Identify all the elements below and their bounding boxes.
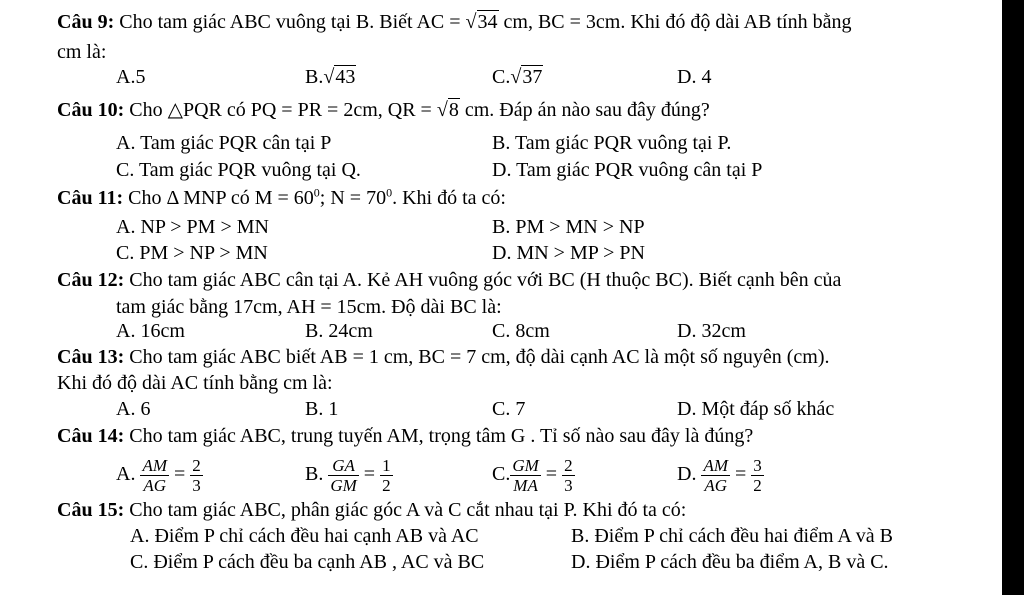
q10-text-b: cm. Đáp án nào sau đây đúng? (464, 99, 710, 121)
q12-label: Câu 12: (57, 269, 125, 291)
q10-line-1 (0, 95, 1002, 125)
q10-option-a: A. Tam giác PQR cân tại P (116, 132, 332, 154)
q13-option-a: A. 6 (116, 398, 151, 420)
q11-option-d: D. MN > MP > PN (492, 242, 645, 264)
q10-text-a: Cho △PQR có PQ = PR = 2cm, QR = (129, 99, 432, 121)
q10-options-row-1 (0, 128, 1002, 158)
q11-angle-m: $M = 60^0$ (254, 185, 320, 209)
q10-option-b: B. Tam giác PQR vuông tại P. (492, 132, 732, 154)
q12-option-a: A. 16cm (116, 320, 185, 342)
q14-option-d: D. $\frac{AM}{AG}$ = $\frac{3}{2}$ (677, 455, 762, 495)
q10-option-d: D. Tam giác PQR vuông cân tại P (492, 159, 763, 181)
q13-text-a: Cho tam giác ABC biết AB = 1 cm, BC = 7 cm, độ dài cạnh AC là một số nguyên (cm). (129, 346, 830, 368)
q15-option-d: D. Điểm P cách đều ba điểm A, B và C. (571, 551, 889, 573)
q12-option-c: C. 8cm (492, 320, 550, 342)
q11-separator: ; (319, 187, 326, 209)
q12-option-d: D. 32cm (677, 320, 746, 342)
q14-option-b: B. $\frac{GA}{GM}$ = $\frac{1}{2}$ (305, 455, 391, 495)
q14-options (0, 451, 1002, 497)
q9-option-a: A.5 (116, 66, 146, 88)
q15-options-row-2 (0, 547, 1002, 577)
q9-text-a: Cho tam giác ABC vuông tại B. Biết (119, 11, 413, 33)
q9-math-ac: AC = (416, 11, 461, 33)
q11-label: Câu 11: (57, 187, 124, 209)
q15-text-a: Cho tam giác ABC, phân giác góc A và C cắt nhau tại P. Khi đó ta có: (129, 499, 687, 521)
q15-option-a: A. Điểm P chỉ cách đều hai cạnh AB và AC (130, 525, 479, 547)
q13-option-c: C. 7 (492, 398, 526, 420)
q12-line-1 (0, 265, 1002, 295)
q11-option-c: C. PM > NP > MN (116, 242, 268, 264)
q9-option-c: C.√37 (492, 66, 543, 88)
q11-text-a: Cho Δ MNP có (128, 187, 250, 209)
q10-option-c: C. Tam giác PQR vuông tại Q. (116, 159, 361, 181)
q14-text-a: Cho tam giác ABC, trung tuyến AM, trọng tâm G . Tỉ số nào sau đây là đúng? (129, 425, 754, 447)
q11-text-b: . Khi đó ta có: (392, 187, 506, 209)
q13-options (0, 394, 1002, 424)
q10-sqrt-8: √8 (436, 99, 459, 121)
q9-option-b: B.√43 (305, 66, 356, 88)
q12-text-b: tam giác bằng 17cm, AH = 15cm. Độ dài BC là: (116, 296, 502, 318)
q9-options (0, 62, 1002, 92)
q14-option-a: A. $\frac{AM}{AG}$ = $\frac{2}{3}$ (116, 455, 201, 495)
q11-option-b: B. PM > MN > NP (492, 216, 645, 238)
q13-label: Câu 13: (57, 346, 125, 368)
q11-angle-n: $N = 70^0$ (330, 185, 393, 209)
q15-option-c: C. Điểm P cách đều ba cạnh AB , AC và BC (130, 551, 485, 573)
q10-label: Câu 10: (57, 99, 125, 121)
q11-line-1 (0, 183, 1002, 213)
q14-label: Câu 14: (57, 425, 125, 447)
q14-option-c: C. $\frac{GM}{MA}$ = $\frac{2}{3}$ (492, 455, 573, 495)
q9-line-1 (0, 7, 1002, 37)
q13-option-b: B. 1 (305, 398, 339, 420)
q12-option-b: B. 24cm (305, 320, 373, 342)
q10-options-row-2 (0, 155, 1002, 185)
q12-text-a: Cho tam giác ABC cân tại A. Kẻ AH vuông góc với BC (H thuộc BC). Biết cạnh bên của (129, 269, 842, 291)
q9-label: Câu 9: (57, 11, 115, 33)
q11-options-row-2 (0, 238, 1002, 268)
q13-option-d: D. Một đáp số khác (677, 398, 835, 420)
q9-sqrt-34: √34 (465, 11, 498, 33)
q9-option-d: D. 4 (677, 66, 712, 88)
q15-option-b: B. Điểm P chỉ cách đều hai điểm A và B (571, 525, 893, 547)
q11-option-a: A. NP > PM > MN (116, 216, 269, 238)
q9-text-b: cm, BC = 3cm. Khi đó độ dài AB tính bằng (503, 11, 852, 33)
q9-text-c: cm là: (57, 41, 107, 63)
q13-text-b: Khi đó độ dài AC tính bằng cm là: (57, 372, 333, 394)
q15-label: Câu 15: (57, 499, 125, 521)
q14-line-1 (0, 421, 1002, 451)
